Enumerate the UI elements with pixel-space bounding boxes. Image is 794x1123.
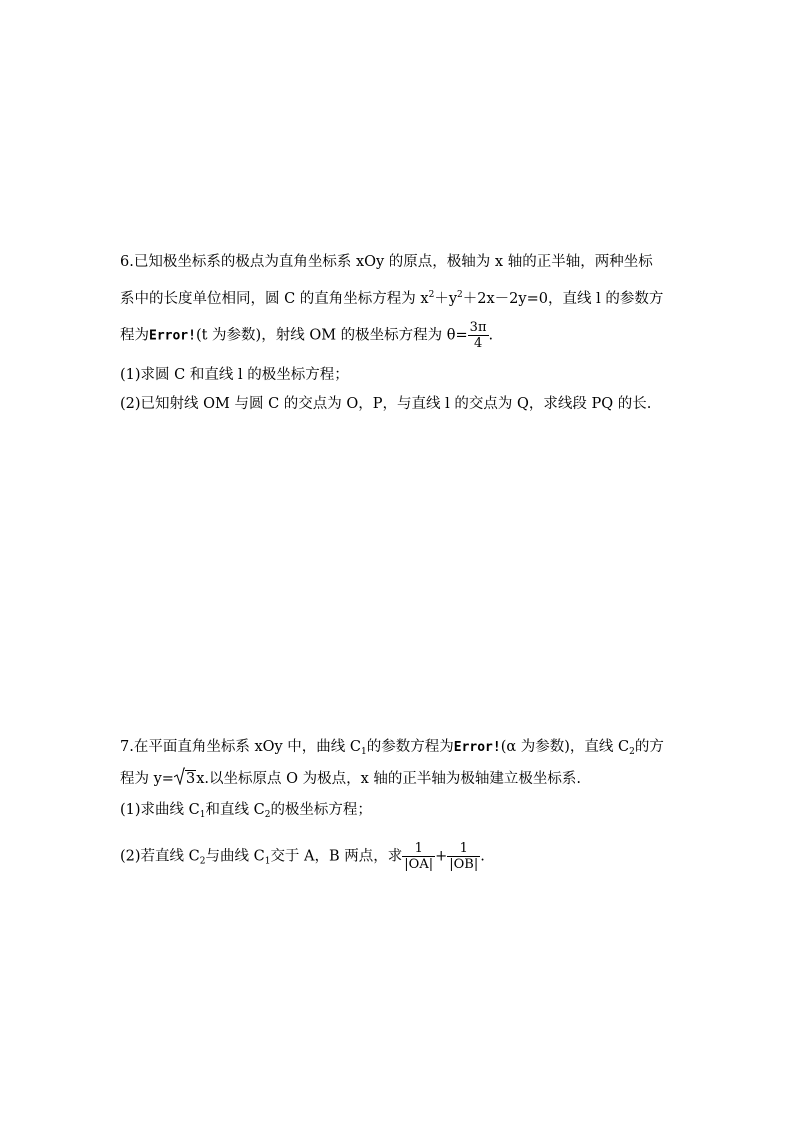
problem-6-text-2b: ＋y bbox=[434, 291, 458, 307]
problem-7-text-1b: 的参数方程为 bbox=[366, 739, 454, 755]
subquestion-text: 交于 A，B 两点，求 bbox=[270, 848, 403, 865]
error-field: Error! bbox=[453, 740, 501, 755]
error-field: Error! bbox=[149, 328, 196, 344]
subquestion-text: 与曲线 C bbox=[205, 848, 265, 865]
subquestion-text: (1)求圆 C 和直线 l 的极坐标方程； bbox=[120, 367, 349, 383]
problem-6-line-2 bbox=[120, 285, 663, 305]
fraction-3pi-over-4 bbox=[468, 320, 489, 351]
square-root bbox=[174, 769, 196, 789]
fraction-numerator: 3π bbox=[469, 320, 487, 335]
subquestion-text: 的极坐标方程； bbox=[270, 802, 372, 818]
problem-6-line-1 bbox=[120, 252, 653, 272]
fraction-denominator: 4 bbox=[473, 336, 483, 351]
subquestion-text: (1)求曲线 C bbox=[120, 802, 200, 818]
fraction-denominator: |OA| bbox=[404, 857, 434, 872]
superscript: 2 bbox=[457, 290, 463, 300]
problem-6-text-3a: 程为 bbox=[120, 327, 149, 344]
fraction-denominator: |OB| bbox=[449, 857, 479, 872]
subquestion-text: 和直线 C bbox=[205, 802, 265, 818]
problem-6-text-2c: ＋2x－2y=0，直线 l 的参数方 bbox=[462, 291, 664, 307]
subscript: 1 bbox=[264, 856, 271, 867]
plus-sign: + bbox=[435, 848, 448, 865]
fraction-1-over-ob bbox=[447, 841, 480, 872]
problem-7-text-1a: 7.在平面直角坐标系 xOy 中，曲线 C bbox=[120, 739, 362, 755]
fraction-numerator: 1 bbox=[402, 841, 435, 857]
problem-7-text-2b: x.以坐标原点 O 为极点，x 轴的正半轴为极轴建立极坐标系. bbox=[196, 771, 581, 787]
problem-6-subquestion-1 bbox=[120, 365, 349, 385]
subscript: 2 bbox=[629, 747, 635, 757]
problem-6-text-3b: (t 为参数)，射线 OM 的极坐标方程为 θ= bbox=[195, 327, 468, 344]
problem-7-text-1c: (α 为参数)，直线 C bbox=[500, 739, 630, 755]
subscript: 2 bbox=[264, 810, 271, 820]
subscript: 1 bbox=[199, 810, 206, 820]
problem-6-line-3 bbox=[120, 320, 494, 351]
problem-7-text-2a: 程为 y= bbox=[120, 771, 174, 787]
problem-6-text-1: 6.已知极坐标系的极点为直角坐标系 xOy 的原点，极轴为 x 轴的正半轴，两种坐标 bbox=[120, 254, 653, 270]
subquestion-text: (2)已知射线 OM 与圆 C 的交点为 O，P，与直线 l 的交点为 Q，求线段 PQ 的长. bbox=[120, 396, 652, 412]
problem-7-subquestion-2 bbox=[120, 841, 485, 872]
fraction-1-over-oa bbox=[402, 841, 435, 872]
subquestion-text: (2)若直线 C bbox=[120, 848, 200, 865]
period: . bbox=[488, 327, 494, 344]
superscript: 2 bbox=[428, 290, 435, 300]
problem-7-line-2 bbox=[120, 769, 581, 789]
radical-sign-icon bbox=[174, 767, 185, 785]
subscript: 2 bbox=[199, 856, 206, 867]
subscript: 1 bbox=[361, 747, 367, 757]
radicand: 3 bbox=[185, 771, 196, 787]
problem-6-subquestion-2 bbox=[120, 394, 651, 414]
period: . bbox=[480, 848, 485, 865]
problem-7-subquestion-1 bbox=[120, 800, 372, 820]
problem-7-line-1 bbox=[120, 737, 664, 757]
problem-7-text-1d: 的方 bbox=[634, 739, 664, 755]
problem-6-text-2a: 系中的长度单位相同，圆 C 的直角坐标方程为 x bbox=[120, 291, 429, 307]
fraction-numerator: 1 bbox=[447, 841, 480, 857]
